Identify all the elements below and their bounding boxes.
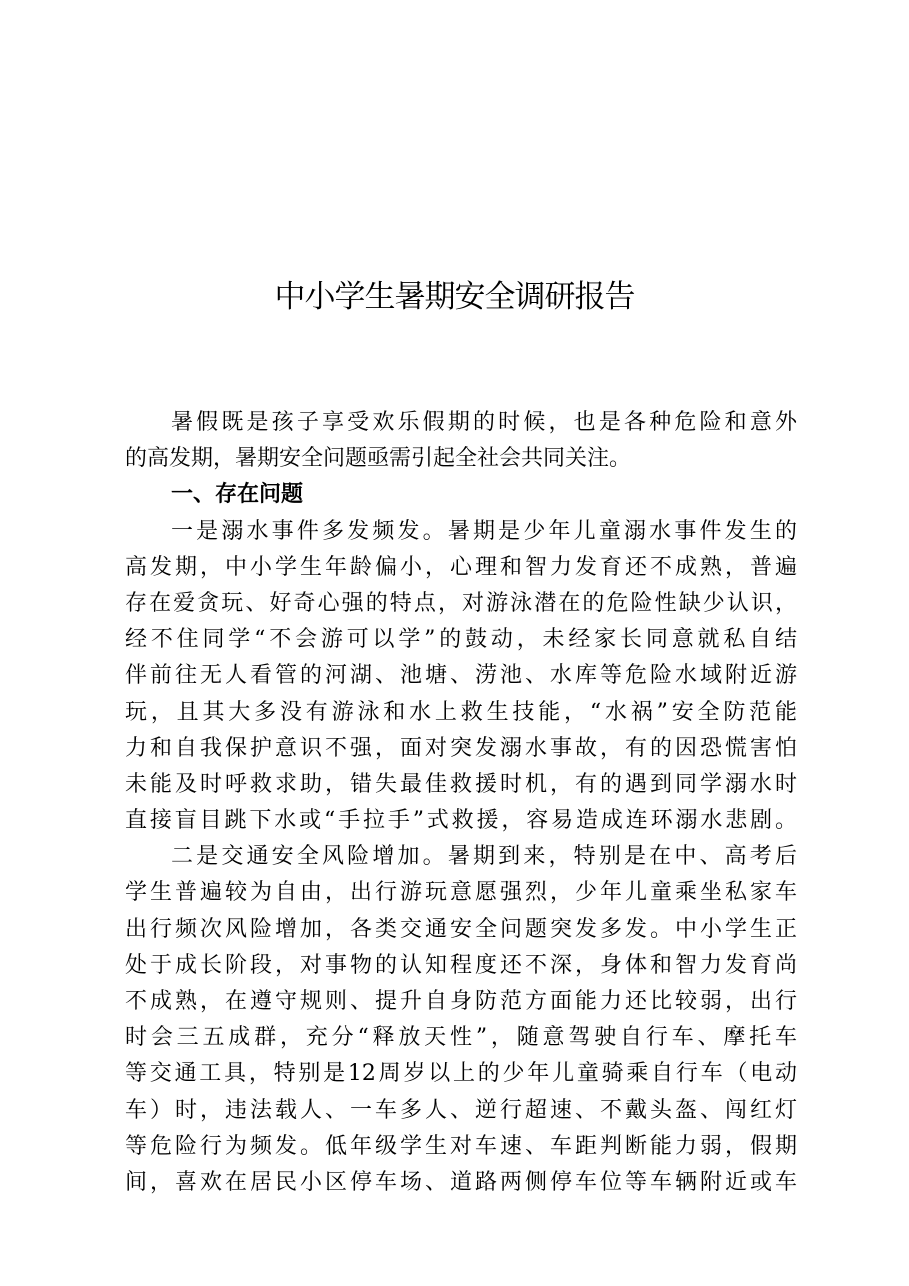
para1-line-8: 未能及时呼救求助，错失最佳救援时机，有的遇到同学溺水时 (125, 771, 797, 797)
para1-line-1: 一是溺水事件多发频发。暑期是少年儿童溺水事件发生的 (171, 518, 797, 544)
document-body (125, 405, 797, 1201)
para2-line-9: 等危险行为频发。低年级学生对车速、车距判断能力弱，假期 (125, 1133, 797, 1159)
intro-line-1: 暑假既是孩子享受欢乐假期的时候，也是各种危险和意外 (171, 410, 797, 435)
para1-line-9: 直接盲目跳下水或“手拉手”式救援，容易造成连环溺水悲剧。 (125, 808, 797, 834)
para1-line-5: 伴前往无人看管的河湖、池塘、涝池、水库等危险水域附近游 (125, 663, 797, 689)
para2-line-5: 不成熟，在遵守规则、提升自身防范方面能力还比较弱，出行 (125, 989, 797, 1014)
document-title: 中小学生暑期安全调研报告 (274, 279, 635, 315)
para1-line-6: 玩，且其大多没有游泳和水上救生技能，“水祸”安全防范能 (125, 699, 797, 725)
para2-line-1: 二是交通安全风险增加。暑期到来，特别是在中、高考后 (171, 844, 797, 870)
para2-line-10: 间，喜欢在居民小区停车场、道路两侧停车位等车辆附近或车 (125, 1169, 797, 1195)
para1-line-7: 力和自我保护意识不强，面对突发溺水事故，有的因恐慌害怕 (125, 735, 797, 761)
para2-line-3: 出行频次风险增加，各类交通安全问题突发多发。中小学生正 (125, 916, 797, 942)
para1-line-2: 高发期，中小学生年龄偏小，心理和智力发育还不成熟，普遍 (125, 554, 797, 580)
section-heading: 一、存在问题 (171, 482, 304, 508)
para2-line-2: 学生普遍较为自由，出行游玩意愿强烈，少年儿童乘坐私家车 (125, 880, 797, 906)
para2-line-4: 处于成长阶段，对事物的认知程度还不深，身体和智力发育尚 (125, 952, 797, 978)
para1-line-3: 存在爱贪玩、好奇心强的特点，对游泳潜在的危险性缺少认识， (125, 590, 797, 616)
para2-line-6: 时会三五成群，充分“释放天性”，随意驾驶自行车、摩托车 (125, 1025, 797, 1051)
intro-line-2: 的高发期，暑期安全问题亟需引起全社会共同关注。 (125, 446, 632, 472)
para2-line-8: 车）时，违法载人、一车多人、逆行超速、不戴头盔、闯红灯 (125, 1097, 797, 1123)
para1-line-4: 经不住同学“不会游可以学”的鼓动，未经家长同意就私自结 (125, 627, 797, 653)
para2-line-7: 等交通工具，特别是12周岁以上的少年儿童骑乘自行车（电动 (125, 1061, 797, 1087)
